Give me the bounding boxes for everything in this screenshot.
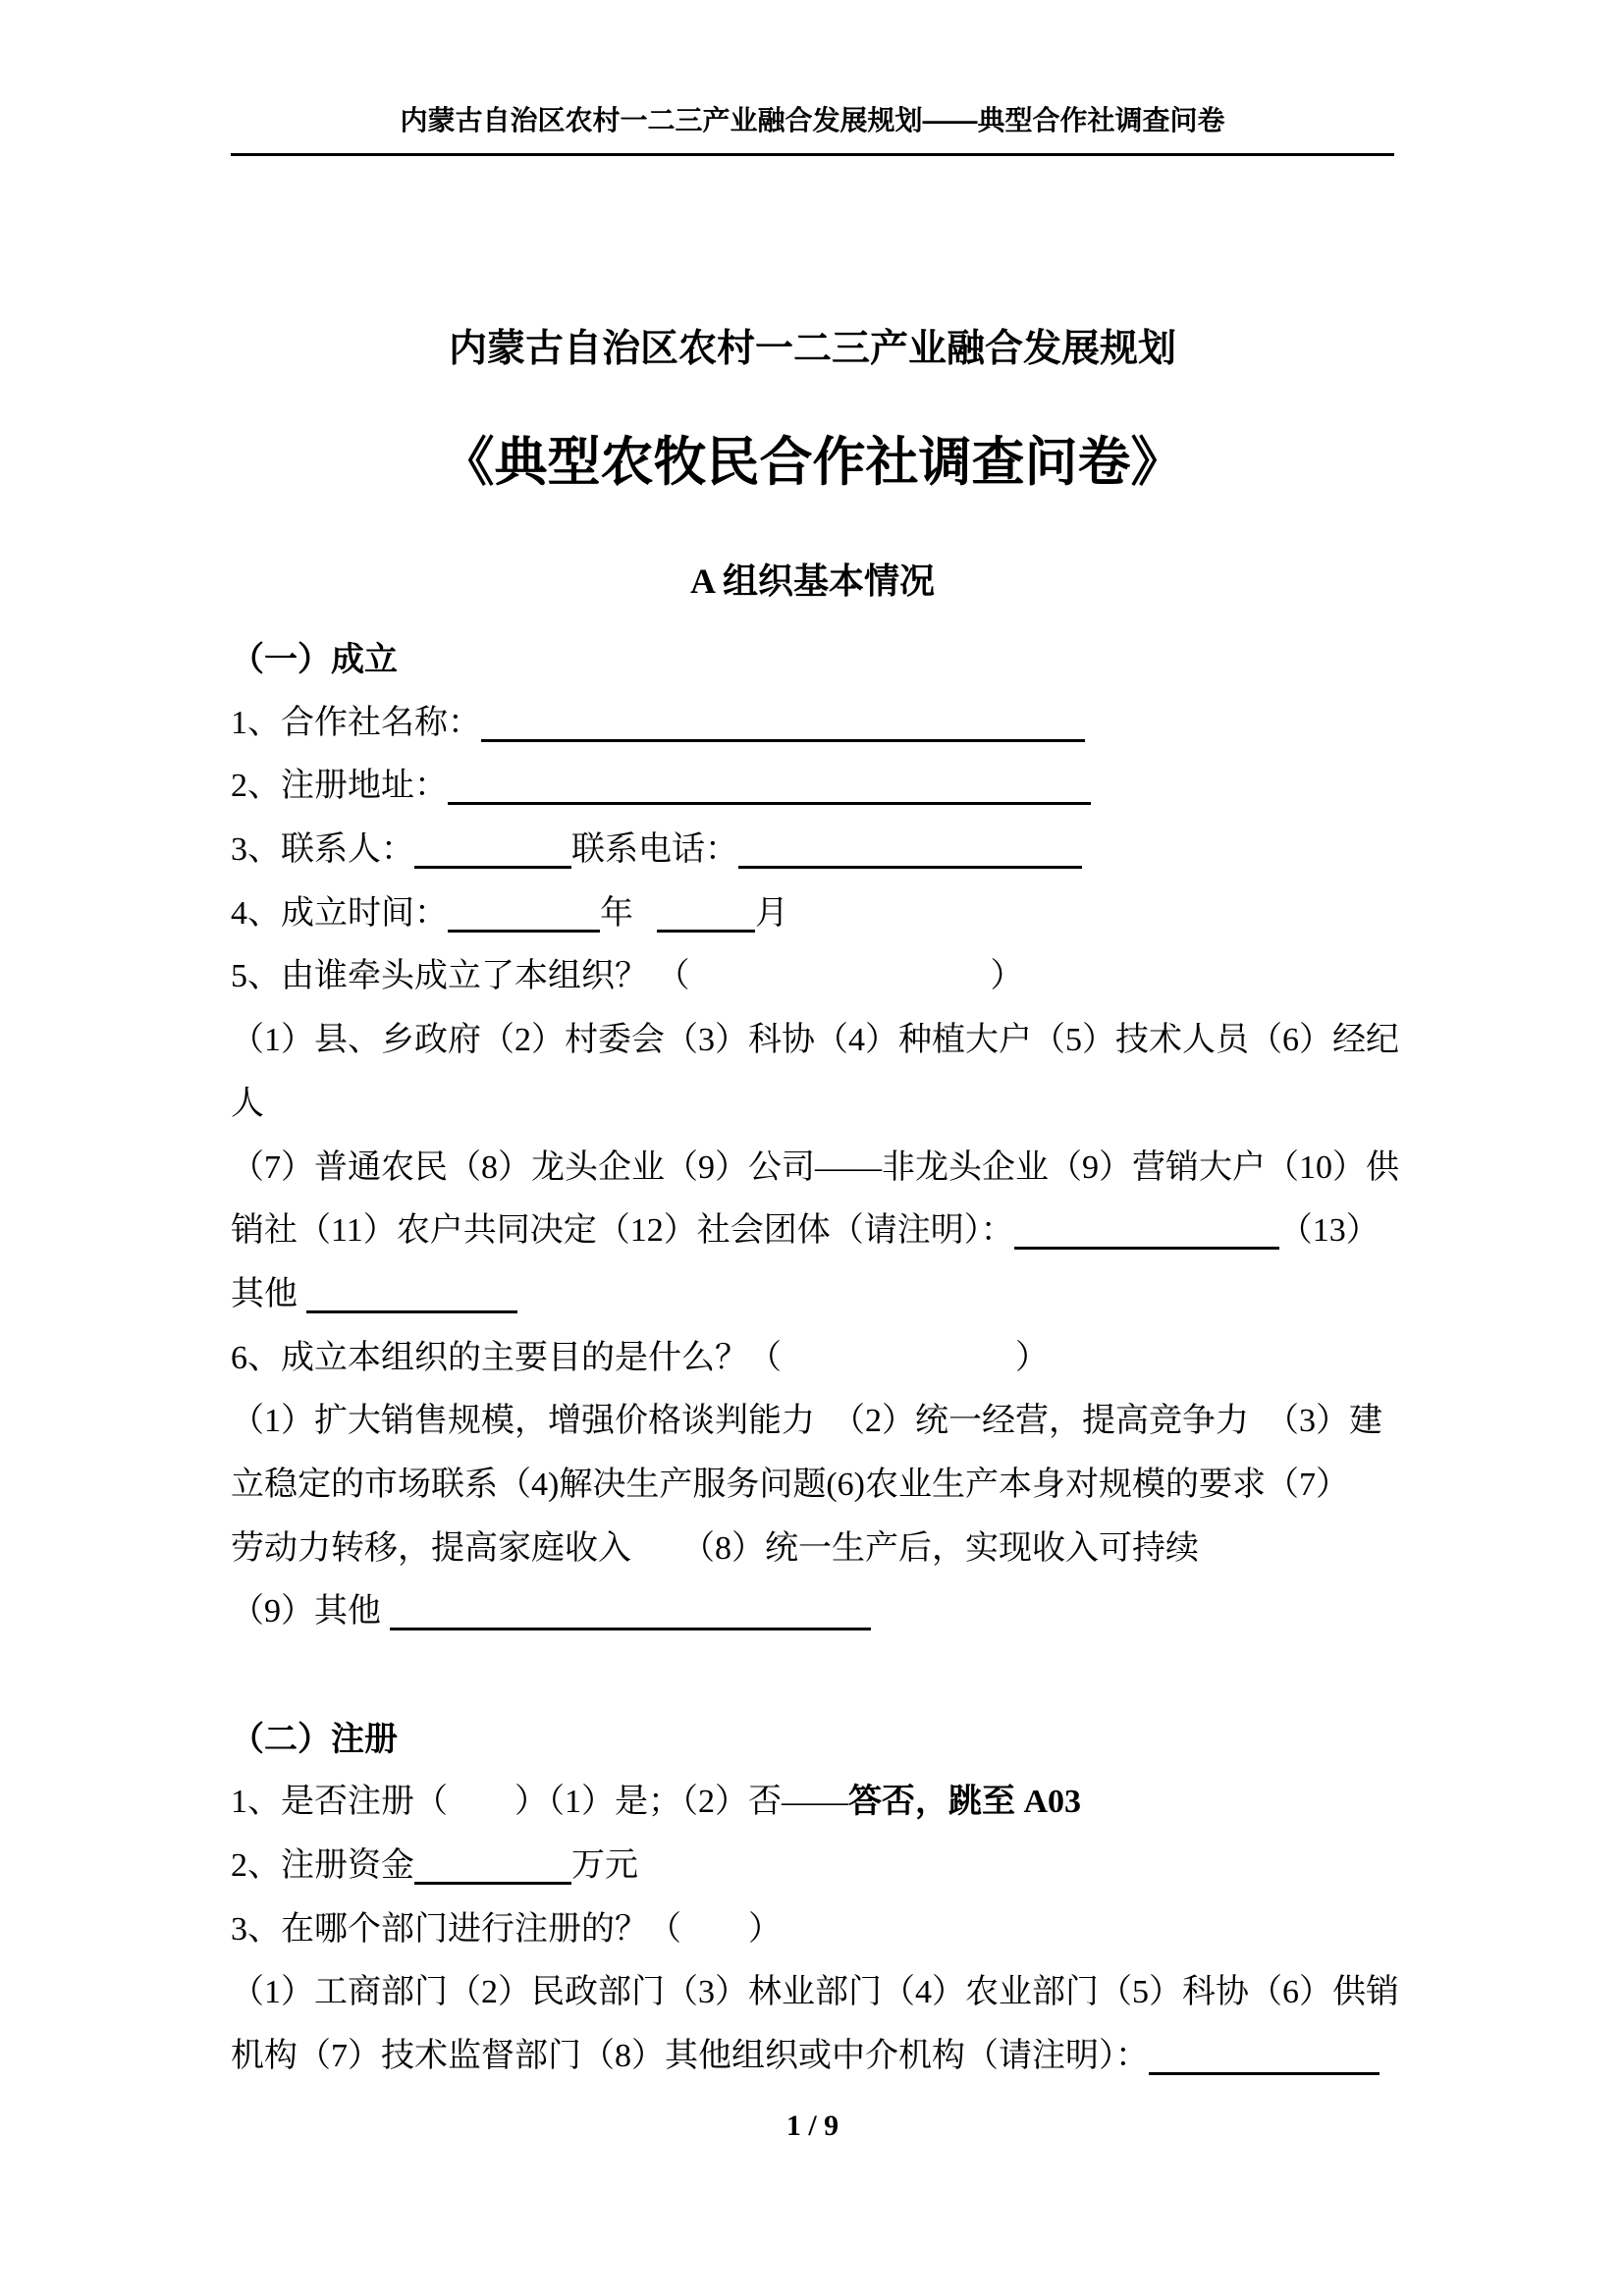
q4-month-label: 月 [755, 894, 788, 932]
q5-options-line5 [231, 1263, 1399, 1327]
q3-contact-line [231, 819, 1399, 882]
q5-options-line3: （7）普通农民（8）龙头企业（9）公司——非龙头企业（9）营销大户（10）供 [231, 1148, 1399, 1186]
s2-q1-registered-line [231, 1771, 1399, 1835]
page-number: 1 / 9 [785, 2109, 839, 2142]
s2-q1-skip-note: 答否，跳至 A03 [848, 1784, 1082, 1821]
s2-q1-text: 1、是否注册（ ）（1）是；（2）否—— [231, 1784, 848, 1821]
s2-q2-capital-line [231, 1835, 1399, 1898]
q4-blank-year [448, 924, 600, 933]
q5-options-line1: （1）县、乡政府（2）村委会（3）科协（4）种植大户（5）技术人员（6）经纪 [231, 1022, 1399, 1059]
s2-q3-line2-text: 机构（7）技术监督部门（8）其他组织或中介机构（请注明）： [231, 2038, 1149, 2075]
q5-question-line: 5、由谁牵头成立了本组织？ （ ） [231, 958, 1024, 995]
document-body [231, 628, 1399, 2089]
q6-question-line: 6、成立本组织的主要目的是什么？（ ） [231, 1339, 1049, 1376]
q3-label-phone: 联系电话： [571, 831, 738, 869]
q5-blank-note [1014, 1241, 1279, 1250]
q6-options-line3: 劳动力转移，提高家庭收入 （8）统一生产后，实现收入可持续 [231, 1529, 1199, 1567]
q6-options-line2: 立稳定的市场联系（4)解决生产服务问题(6)农业生产本身对规模的要求（7） [231, 1466, 1349, 1503]
q1-coop-name-line [231, 692, 1399, 756]
q5-options-line2: 人 [231, 1085, 264, 1122]
q1-blank-line [481, 733, 1085, 742]
q5-line4-text: 销社（11）农户共同决定（12）社会团体（请注明）： [231, 1212, 1014, 1250]
section-a-title: A 组织基本情况 [689, 561, 935, 601]
q4-blank-month [657, 924, 755, 933]
q3-label-contact: 3、联系人： [231, 831, 414, 869]
s2-q2-unit: 万元 [571, 1847, 638, 1885]
q3-blank-phone [738, 860, 1082, 869]
q6-options-line1: （1）扩大销售规模，增强价格谈判能力 （2）统一经营，提高竞争力 （3）建 [231, 1403, 1382, 1440]
q2-label: 2、注册地址： [231, 768, 448, 805]
s2-q3-blank-note [1149, 2066, 1380, 2075]
q6-options-line4 [231, 1580, 1399, 1644]
s2-q2-blank-capital [414, 1876, 571, 1885]
doc-title-line1: 内蒙古自治区农村一二三产业融合发展规划 [448, 328, 1176, 370]
q3-blank-contact [414, 860, 571, 869]
q4-founding-date-line [231, 882, 1399, 946]
s2-q2-label: 2、注册资金 [231, 1847, 414, 1885]
q2-reg-address-line [231, 755, 1399, 819]
q4-year-label: 年 [600, 894, 633, 932]
q5-other-label: 其他 [231, 1275, 306, 1312]
page-header: 内蒙古自治区农村一二三产业融合发展规划——典型合作社调查问卷 [400, 105, 1225, 135]
q5-line4-opt13: （13） [1278, 1212, 1380, 1250]
section-1-heading: （一）成立 [231, 641, 398, 678]
q6-other-label: （9）其他 [231, 1593, 390, 1630]
header-divider [231, 153, 1394, 156]
s2-q3-question-line: 3、在哪个部门进行注册的？（ ） [231, 1910, 782, 1948]
blank-line [231, 1644, 1399, 1708]
q6-blank-other [390, 1622, 871, 1630]
q4-label: 4、成立时间： [231, 894, 448, 932]
q2-blank-line [448, 796, 1091, 805]
s2-q3-options-line2 [231, 2025, 1399, 2089]
q5-blank-other [306, 1305, 517, 1313]
s2-q3-options-line1: （1）工商部门（2）民政部门（3）林业部门（4）农业部门（5）科协（6）供销 [231, 1974, 1399, 2011]
doc-title-line2: 《典型农牧民合作社调查问卷》 [441, 433, 1184, 492]
q1-label: 1、合作社名称： [231, 704, 481, 741]
q5-options-line4 [231, 1200, 1399, 1263]
section-2-heading: （二）注册 [231, 1720, 398, 1758]
